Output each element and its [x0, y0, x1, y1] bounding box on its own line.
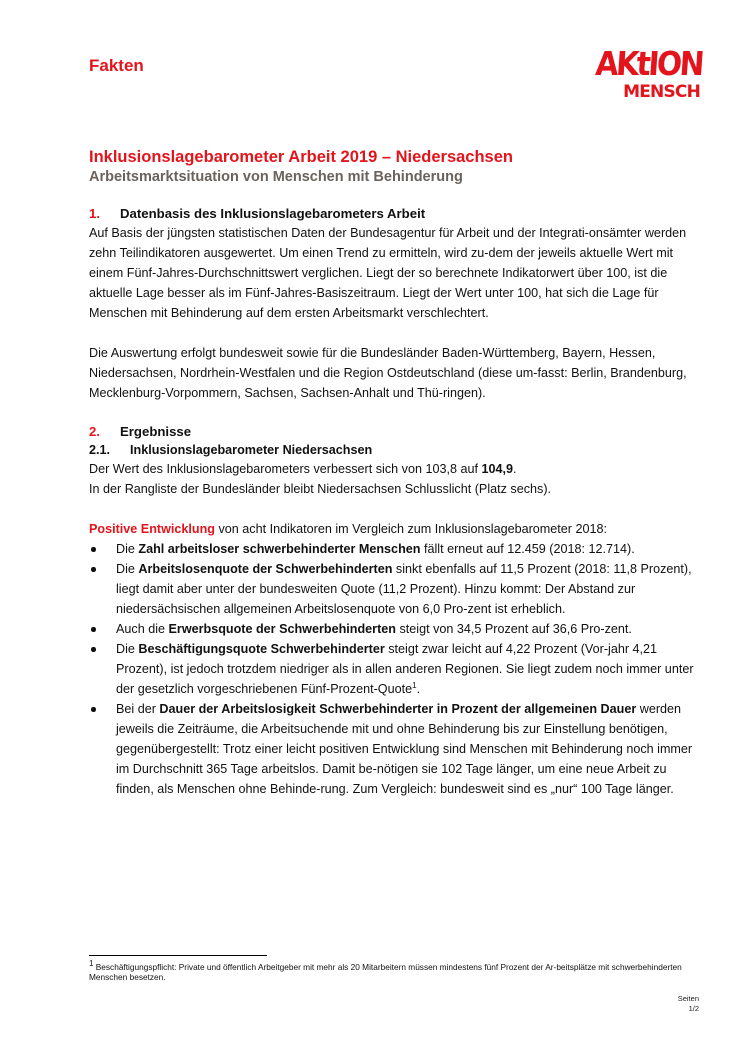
barometer-value: 104,9 [481, 462, 513, 476]
indicator-name: Arbeitslosenquote der Schwerbehinderten [138, 562, 393, 576]
document-body [89, 147, 701, 799]
indicator-name: Beschäftigungsquote Schwerbehinderter [138, 642, 385, 656]
text: Bei der [116, 702, 160, 716]
footnote [89, 959, 701, 982]
aktion-mensch-logo [547, 44, 704, 108]
paragraph-auswertung: Die Auswertung erfolgt bundesweit sowie für die Bundesländer Baden-Württemberg, Bayern, Hessen, Niedersachsen, Nordrhein-Westfalen und die Region Ostdeutschland (diese um-fasst: Berlin, Brandenburg, Mecklenburg-Vorpommern, Sachsen, Sachsen-Anhalt und Thü-ringen). [89, 346, 687, 400]
indicator-name: Erwerbsquote der Schwerbehinderten [168, 622, 396, 636]
positive-development-intro [89, 519, 701, 539]
text: fällt erneut auf 12.459 (2018: 12.714). [420, 542, 635, 556]
section-number: 1. [89, 206, 100, 221]
text: werden jeweils die Zeiträume, die Arbeitsuchende mit und ohne Behinderung bis zur Einstellung benötigen, gegenübergestellt: Trotz einer leicht positiven Entwicklung sind Menschen mit Behinderung noch immer im Durchschnitt 365 Tage arbeitslos. Damit be-nötigen sie 102 Tage länger, um eine neue Arbeit zu finden, als Menschen ohne Behinde-rung. Zum Vergleich: bundesweit sind es „nur“ 100 Tage länger. [116, 702, 693, 796]
subsection-title: Inklusionslagebarometer Niedersachsen [130, 443, 373, 457]
subsection-number: 2.1. [89, 443, 111, 457]
page-value: 1/2 [688, 1004, 699, 1013]
text: sinkt ebenfalls auf 11,5 Prozent (2018: 11,8 Prozent), liegt damit aber unter der bundesweiten Quote (11,2 Prozent). Hinzu kommt: Der Abstand zur niedersächsischen allgemeinen Arbeitslosenquote von 6,0 Pro-zent ist erheblich. [116, 562, 692, 616]
list-item [89, 699, 701, 799]
paragraph-barometer-value [89, 459, 701, 479]
footnote-mark: 1 [89, 959, 94, 969]
section-title: Ergebnisse [120, 424, 192, 439]
text: von acht Indikatoren im Vergleich zum Inklusionslagebarometer 2018: [214, 522, 607, 536]
list-item [89, 619, 701, 639]
logo-word-mensch: MENSCH [623, 82, 700, 102]
text: Auch die [116, 622, 169, 636]
indicator-name: Zahl arbeitsloser schwerbehinderter Menschen [138, 542, 421, 556]
section-title: Datenbasis des Inklusionslagebarometers Arbeit [120, 206, 426, 221]
text: Die [116, 542, 139, 556]
text: Die [116, 642, 139, 656]
footnote-text: Beschäftigungspflicht: Private und öffentlich Arbeitgeber mit mehr als 20 Mitarbeitern müssen mindestens fünf Prozent der Ar-beitsplätze mit schwerbehinderten Menschen besetzen. [89, 962, 682, 982]
section-label-fakten: Fakten [89, 56, 144, 75]
logo-word-aktion: AKtION [594, 44, 704, 83]
page-label: Seiten [677, 994, 699, 1003]
list-item [89, 539, 701, 559]
page-number [678, 994, 699, 1014]
footnote-reference[interactable]: 1 [412, 680, 417, 690]
section-1-heading [89, 205, 701, 223]
text: . [512, 462, 517, 476]
list-item: Die Beschäftigungsquote Schwerbehinderter steigt zwar leicht auf 4,22 Prozent (Vor-jahr 4,21 Prozent), ist jedoch trotzdem niedriger als in allen anderen Regionen. Sie liegt zudem noch immer unter der gesetzlich vorgeschriebenen Fünf-Prozent-Quote$^1$. [89, 639, 701, 699]
indicator-list [89, 539, 701, 799]
footnote-divider [89, 955, 267, 956]
text: Die [116, 562, 139, 576]
indicator-name: Dauer der Arbeitslosigkeit Schwerbehinderter in Prozent der allgemeinen Dauer [159, 702, 637, 716]
paragraph-ranking: In der Rangliste der Bundesländer bleibt Niedersachsen Schlusslicht (Platz sechs). [89, 482, 552, 496]
section-number: 2. [89, 424, 100, 439]
text: Der Wert des Inklusionslagebarometers verbessert sich von 103,8 auf [89, 462, 482, 476]
document-subtitle: Arbeitsmarktsituation von Menschen mit Behinderung [89, 169, 463, 185]
positive-label: Positive Entwicklung [89, 522, 215, 536]
subsection-2-1-heading [89, 441, 701, 459]
list-item [89, 559, 701, 619]
section-2-heading [89, 423, 701, 441]
paragraph-datenbasis: Auf Basis der jüngsten statistischen Daten der Bundesagentur für Arbeit und der Integrati-onsämter werden zehn Teilindikatoren ausgewertet. Um einen Trend zu ermitteln, wird zu-dem der jeweils aktuelle Wert mit einem Fünf-Jahres-Durchschnittswert verglichen. Liegt der so berechnete Indikatorwert über 100, ist die aktuelle Lage besser als im Fünf-Jahres-Basiszeitraum. Liegt der Wert unter 100, hat sich die Lage für Menschen mit Behinderung auf dem ersten Arbeitsmarkt verschlechtert. [89, 226, 687, 320]
document-title: Inklusionslagebarometer Arbeit 2019 – Niedersachsen [89, 148, 513, 166]
text: steigt zwar leicht auf 4,22 Prozent (Vor-jahr 4,21 Prozent), ist jedoch trotzdem niedriger als in allen anderen Regionen. Sie liegt zudem noch immer unter der gesetzlich vorgeschriebenen Fünf-Prozent-Quote [116, 642, 694, 696]
text: steigt von 34,5 Prozent auf 36,6 Pro-zent. [395, 622, 632, 636]
